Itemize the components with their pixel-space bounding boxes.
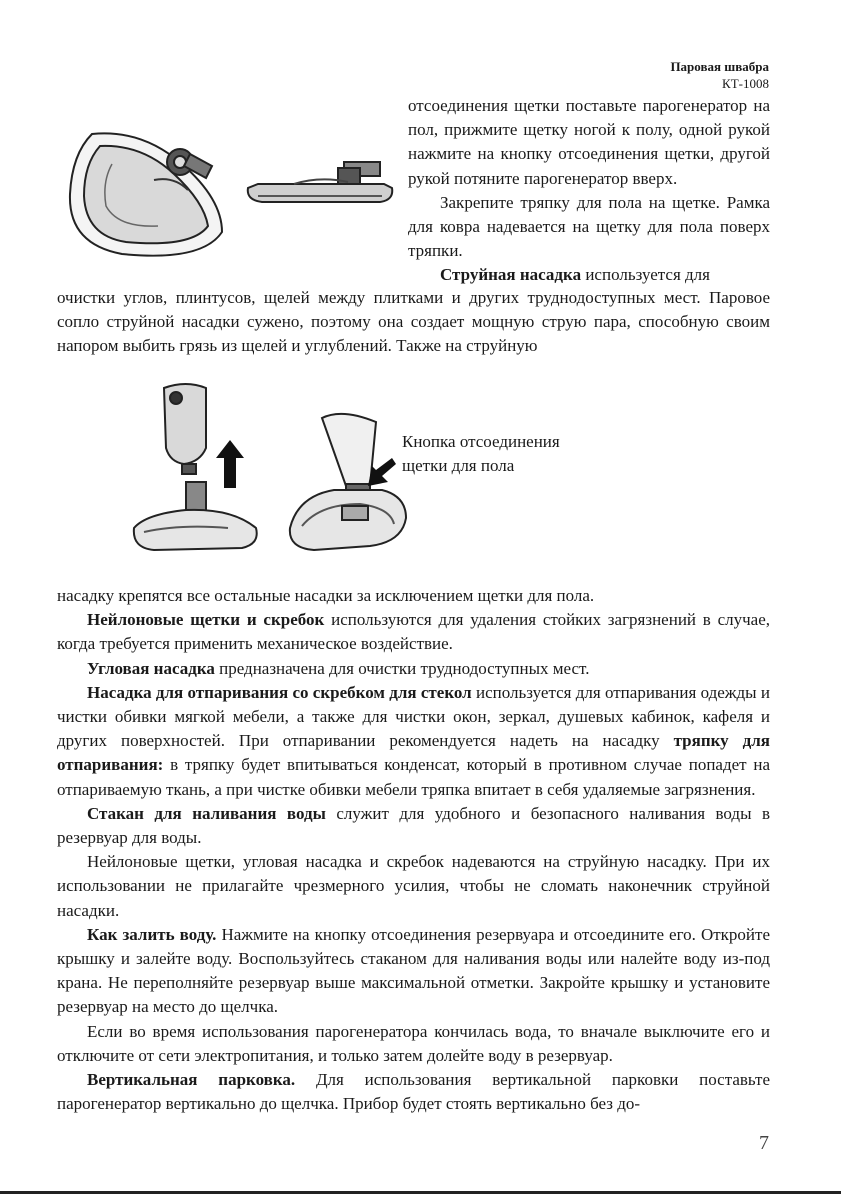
floor-brush-side-view xyxy=(248,162,392,202)
paragraph-detach-brush: отсоединения щетки поставьте парогенератор на пол, прижмите щетку ногой к полу, одной рукой нажмите на кнопку отсоединения щетки, другой рукой потяните парогенератор вверх. xyxy=(408,96,770,188)
text-span: служит для удобного и безопасного наливания воды в резервуар для воды. xyxy=(57,803,770,848)
text-span: Нажмите на кнопку отсоединения резервуара и отсоедините его. Откройте крышку и залейте воду. Воспользуйтесь стаканом для наливания воды или налейте воду из-под крана. Не переполняйте резервуар выше максимальной отметки. Закройте крышку и установите резервуар на место до щелчка. xyxy=(57,924,770,1017)
floor-brush-left xyxy=(134,482,257,550)
floor-brush-top-view xyxy=(70,133,222,255)
term-corner-nozzle: Угловая насадка xyxy=(87,658,215,678)
paragraph-attach-cloth: Закрепите тряпку для пола на щетке. Рамка для ковра надевается на щетку для пола поверх тряпки. xyxy=(408,192,770,261)
brush-detach-illustration xyxy=(120,378,410,574)
paragraph-attachments-mount: насадку крепятся все остальные насадки за исключением щетки для пола. xyxy=(57,586,595,605)
term-fill-water: Как залить воду. xyxy=(87,924,217,944)
term-vertical-parking: Вертикальная парковка. xyxy=(87,1070,296,1090)
term-water-cup: Стакан для наливания воды xyxy=(87,803,326,823)
paragraph-corner-nozzle xyxy=(57,657,770,681)
text-span: в тряпку будет впитываться конденсат, который в противном случае попадет на отпариваемую ткань, а при чистке обивки мебели тряпка впитает в себя удаляемые загрязнения. xyxy=(57,755,770,799)
page-header xyxy=(670,58,769,92)
header-title: Паровая швабра xyxy=(670,59,769,74)
paragraph-vertical-parking xyxy=(57,1068,770,1116)
text-span: используется для xyxy=(581,265,710,285)
brush-release-callout xyxy=(402,430,560,478)
text-span: используется для отпаривания одежды и чистки обивки мягкой мебели, а также для чистки окон, зеркал, душевых кабинок, кафеля и других поверхностей. При отпаривании рекомендуется надеть на насадку xyxy=(57,682,770,751)
callout-line-1: Кнопка отсоединения xyxy=(402,432,560,451)
paragraph-fill-water xyxy=(57,923,770,1020)
paragraph-steaming-nozzle xyxy=(57,681,770,802)
paragraph-nylon-usage: Нейлоновые щетки, угловая насадка и скребок надеваются на струйную насадку. При их использовании не прилагайте чрезмерного усилия, чтобы не сломать наконечник струйной насадки. xyxy=(57,852,770,920)
paragraph-jet-nozzle-start xyxy=(408,263,770,287)
jet-nozzle-description xyxy=(57,286,770,359)
steam-unit-lifted xyxy=(164,384,206,474)
attachments-description xyxy=(57,584,770,1116)
callout-line-2: щетки для пола xyxy=(402,456,515,475)
term-jet-nozzle: Струйная насадка xyxy=(440,265,582,285)
header-model: КТ-1008 xyxy=(722,76,769,91)
floor-brush-right xyxy=(290,490,406,550)
text-span: предназначена для очистки труднодоступных мест. xyxy=(214,658,590,678)
text-span: используются для удаления стойких загрязнений в случае, когда требуется применить механическое воздействие. xyxy=(57,610,771,654)
floor-brush-illustration xyxy=(62,104,402,264)
term-nylon-brushes: Нейлоновые щетки и скребок xyxy=(87,610,325,630)
page-number: 7 xyxy=(759,1132,769,1154)
paragraph-nylon-brushes xyxy=(57,608,770,656)
term-steaming-cloth: тряпку для отпаривания: xyxy=(57,731,770,775)
paragraph-jet-nozzle: очистки углов, плинтусов, щелей между плитками и других труднодоступных мест. Паровое сопло струйной насадки сужено, поэтому она создает мощную струю пара, способную своим напором выбить грязь из щелей и углублений. Также на струйную xyxy=(57,288,770,356)
paragraph-water-cup xyxy=(57,802,770,850)
term-steaming-nozzle: Насадка для отпаривания со скребком для стекол xyxy=(87,682,472,702)
text-span: Для использования вертикальной парковки поставьте парогенератор вертикально до щелчка. Прибор будет стоять вертикально без до- xyxy=(57,1070,770,1114)
up-arrow-icon xyxy=(216,440,244,488)
right-column-text xyxy=(408,94,770,288)
paragraph-refill: Если во время использования парогенератора кончилась вода, то вначале выключите его и отключите от сети электропитания, и только затем долейте воду в резервуар. xyxy=(57,1021,770,1065)
